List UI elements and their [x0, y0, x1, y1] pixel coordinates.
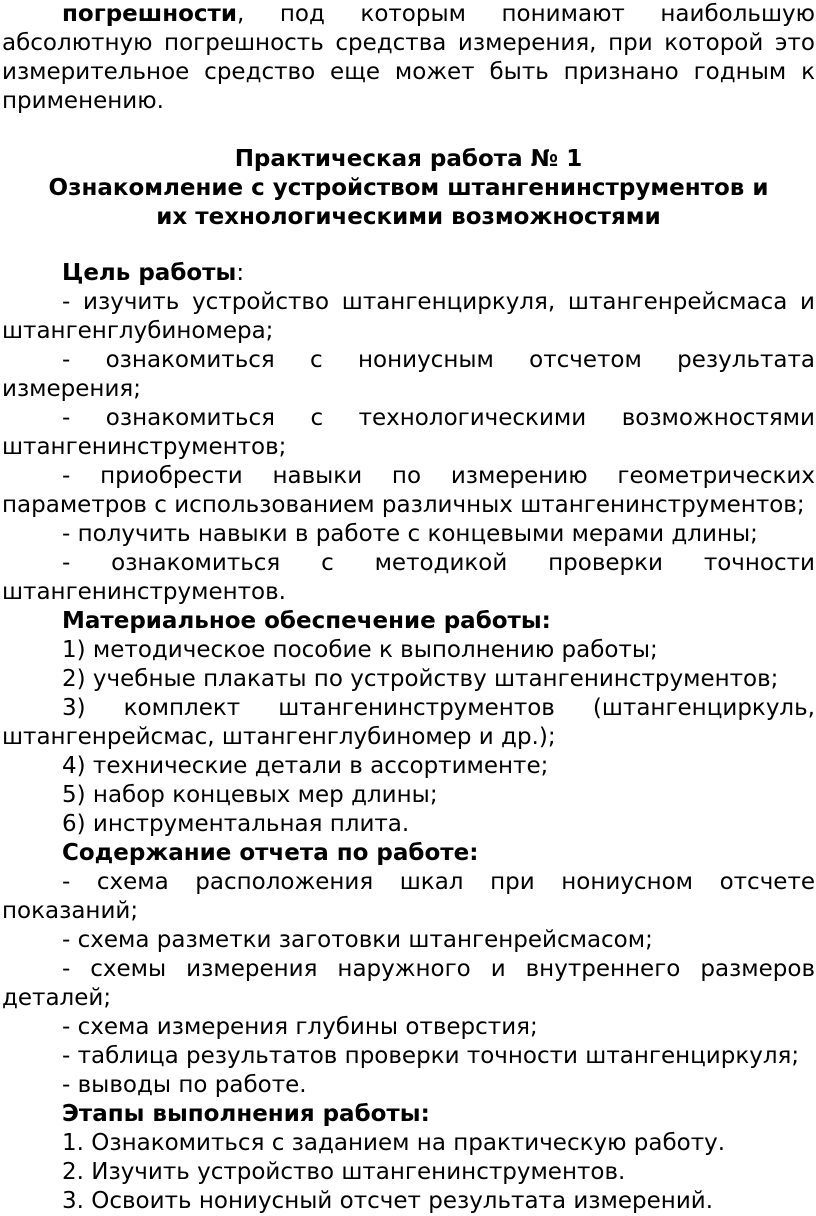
- heading-line-2: Ознакомление с устройством штангенинструментов и: [48, 175, 769, 201]
- materials-title: Материальное обеспечение работы:: [62, 608, 551, 634]
- stages-item: 3. Освоить нониусный отсчет результата измерений.: [62, 1188, 714, 1214]
- report-item: - выводы по работе.: [62, 1072, 307, 1098]
- report-item: - схема расположения шкал при нониусном отсчете показаний;: [2, 869, 815, 924]
- intro-paragraph: [2, 0, 815, 116]
- materials-item: 1) методическое пособие к выполнению работы;: [62, 637, 658, 663]
- goal-title-text: Цель работы: [62, 260, 237, 286]
- report-title: Содержание отчета по работе:: [62, 840, 479, 866]
- spacer: [2, 116, 815, 145]
- goal-item: - получить навыки в работе с концевыми мерами длины;: [62, 521, 758, 547]
- goal-item: - ознакомиться с нониусным отсчетом результата измерения;: [2, 347, 815, 402]
- goal-item: - ознакомиться с методикой проверки точности штангенинструментов.: [2, 550, 815, 605]
- goal-title-colon: :: [236, 260, 245, 286]
- materials-item: 5) набор концевых мер длины;: [62, 782, 438, 808]
- goal-title: [2, 259, 815, 288]
- materials-item: 3) комплект штангенинструментов (штангенциркуль, штангенрейсмас, штангенглубиномер и др.);: [2, 695, 815, 750]
- materials-item: 6) инструментальная плита.: [62, 811, 410, 837]
- stages-item: 1. Ознакомиться с заданием на практическую работу.: [62, 1130, 726, 1156]
- report-item: - схемы измерения наружного и внутреннего размеров деталей;: [2, 956, 815, 1011]
- intro-text: , под которым понимают наибольшую абсолютную погрешность средства измерения, при которой это измерительное средство еще может быть признано годным к применению.: [2, 1, 815, 114]
- report-item: - схема разметки заготовки штангенрейсмасом;: [62, 927, 653, 953]
- intro-bold-term: погрешности: [62, 1, 237, 27]
- materials-item: 4) технические детали в ассортименте;: [62, 753, 549, 779]
- spacer: [2, 232, 815, 259]
- goal-item: - приобрести навыки по измерению геометрических параметров с использованием различных штангенинструментов;: [2, 463, 815, 518]
- stages-title: Этапы выполнения работы:: [62, 1101, 430, 1127]
- report-item: - таблица результатов проверки точности штангенциркуля;: [62, 1043, 800, 1069]
- stages-item: 2. Изучить устройство штангенинструментов.: [62, 1159, 626, 1185]
- materials-item: 2) учебные плакаты по устройству штангенинструментов;: [62, 666, 779, 692]
- heading-line-3: их технологическими возможностями: [156, 204, 661, 230]
- goal-item: - ознакомиться с технологическими возможностями штангенинструментов;: [2, 405, 815, 460]
- goal-item: - изучить устройство штангенциркуля, штангенрейсмаса и штангенглубиномера;: [2, 289, 815, 344]
- report-item: - схема измерения глубины отверстия;: [62, 1014, 538, 1040]
- heading-line-1: Практическая работа № 1: [234, 146, 583, 172]
